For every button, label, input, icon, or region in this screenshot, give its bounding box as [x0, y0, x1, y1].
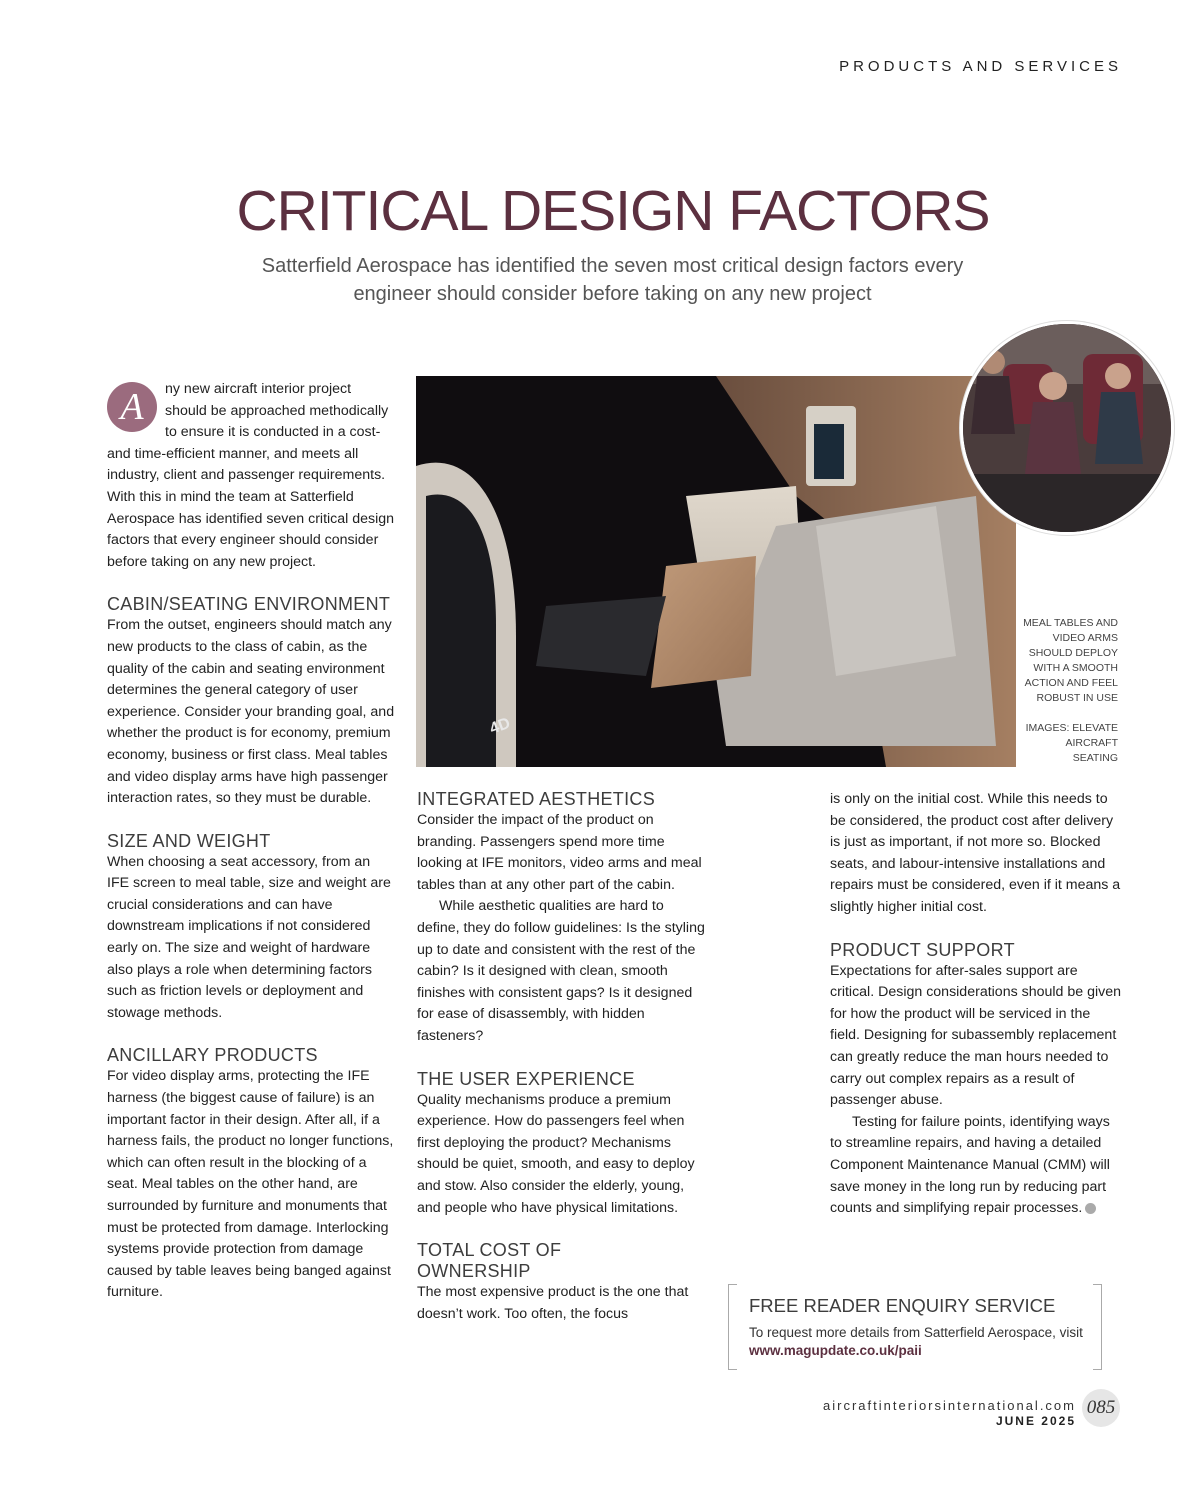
heading-size-weight: SIZE AND WEIGHT	[107, 830, 271, 851]
footer-date: JUNE 2025	[995, 1414, 1076, 1428]
enquiry-link[interactable]: www.magupdate.co.uk/paii	[749, 1343, 922, 1358]
image-credit: IMAGES: ELEVATE AIRCRAFT SEATING	[1025, 722, 1118, 764]
column-2	[417, 789, 705, 1325]
body-ancillary: For video display arms, protecting the IFE harness (the biggest cause of failure) is an important factor in their design. After all, if a harness fails, the product no longer functions, which can often result in the blocking of a seat. Meal tables on the other hand, are surrounded by furniture and monuments that must be protected from damage. Interlocking systems provide protection from damage caused by table leaves being banged against furniture.	[107, 1068, 394, 1301]
body-product-support-2	[830, 1112, 1122, 1220]
section-label: PRODUCTS AND SERVICES	[839, 58, 1122, 75]
heading-cabin-seating: CABIN/SEATING ENVIRONMENT	[107, 594, 391, 615]
enquiry-title: FREE READER ENQUIRY SERVICE	[749, 1295, 1056, 1316]
bracket-right	[1093, 1284, 1102, 1370]
heading-product-support: PRODUCT SUPPORT	[830, 939, 1015, 960]
body-cabin-seating: From the outset, engineers should match any new products to the class of cabin, as the quality of the cabin and seating environment determines the general category of user experience. Consider your branding goal, and whether the product is for economy, premium economy, business or first class. Meal tables and video display arms have high passenger interaction rates, so they must be durable.	[107, 617, 395, 807]
article-subtitle: Satterfield Aerospace has identified the seven most critical design factors every engineer should consider before taking on any new project	[261, 255, 964, 305]
drop-cap: A	[107, 382, 157, 432]
column-3	[830, 789, 1122, 1220]
heading-user-experience: THE USER EXPERIENCE	[417, 1068, 635, 1089]
body-total-cost: The most expensive product is the one that doesn’t work. Too often, the focus	[417, 1284, 689, 1322]
body-integrated-aesthetics-2: While aesthetic qualities are hard to define, they do follow guidelines: Is the styling up to date and consistent with the rest of the cabin? Is it designed with clean, smooth finishes with consistent gaps? Is it designed for ease of disassembly, with hidden fasteners?	[417, 898, 705, 1044]
body-size-weight: When choosing a seat accessory, from an IFE screen to meal table, size and weight are crucial considerations and can have downstream implications if not considered early on. The size and weight of hardware also plays a role when determining factors such as friction levels or deployment and stowage methods.	[107, 853, 391, 1021]
body-product-support-1: Expectations for after-sales support are critical. Design considerations should be given for how the product will be serviced in the field. Designing for subassembly replacement can greatly reduce the man hours needed to carry out complex repairs as a result of passenger abuse.	[830, 962, 1122, 1109]
seat-number-badge: 4D	[487, 714, 513, 738]
heading-total-cost: TOTAL COST OF OWNERSHIP	[417, 1240, 562, 1282]
photo-caption: MEAL TABLES AND VIDEO ARMS SHOULD DEPLOY WITH A SMOOTH ACTION AND FEEL ROBUST IN USE	[1023, 617, 1118, 704]
body-product-support-2-text: Testing for failure points, identifying ways to streamline repairs, and having a detailed Component Maintenance Manual (CMM) will save money in the long run by reducing part counts and simplifying repair processes.	[830, 1113, 1110, 1217]
seat-photo	[416, 376, 1016, 767]
enquiry-description: To request more details from Satterfield Aerospace, visit	[749, 1325, 1083, 1340]
cabin-inset-photo	[960, 321, 1174, 535]
bracket-left	[728, 1284, 737, 1370]
heading-integrated-aesthetics: INTEGRATED AESTHETICS	[417, 789, 655, 809]
end-mark-icon: ✕	[1085, 1203, 1096, 1214]
article-title: CRITICAL DESIGN FACTORS	[236, 179, 990, 243]
heading-ancillary: ANCILLARY PRODUCTS	[107, 1045, 318, 1066]
intro-paragraph: ny new aircraft interior project should be approached methodically to ensure it is conducted in a cost- and time-efficient manner, and meets all industry, client and passenger requirements. With this in mind the team at Satterfield Aerospace has identified seven critical design factors that every engineer should consider before taking on any new project.	[107, 381, 395, 570]
reader-enquiry-box	[728, 1284, 1102, 1368]
column-1	[107, 379, 395, 1304]
body-user-experience: Quality mechanisms produce a premium experience. How do passengers feel when first deploying the product? Mechanisms should be quiet, smooth, and easy to deploy and stow. Also consider the elderly, young, and people who have physical limitations.	[417, 1091, 695, 1216]
enquiry-text	[749, 1324, 1089, 1360]
footer-website: aircraftinteriorsinternational.com	[823, 1398, 1076, 1413]
page-number: 085	[1082, 1389, 1120, 1427]
body-total-cost-continued: is only on the initial cost. While this needs to be considered, the product cost after delivery is just as important, if not more so. Blocked seats, and labour-intensive installations and repairs must be considered, even if it means a slightly higher initial cost.	[830, 791, 1121, 915]
body-integrated-aesthetics-1: Consider the impact of the product on branding. Passengers spend more time looking at IFE monitors, video arms and meal tables than at any other part of the cabin.	[417, 812, 702, 893]
